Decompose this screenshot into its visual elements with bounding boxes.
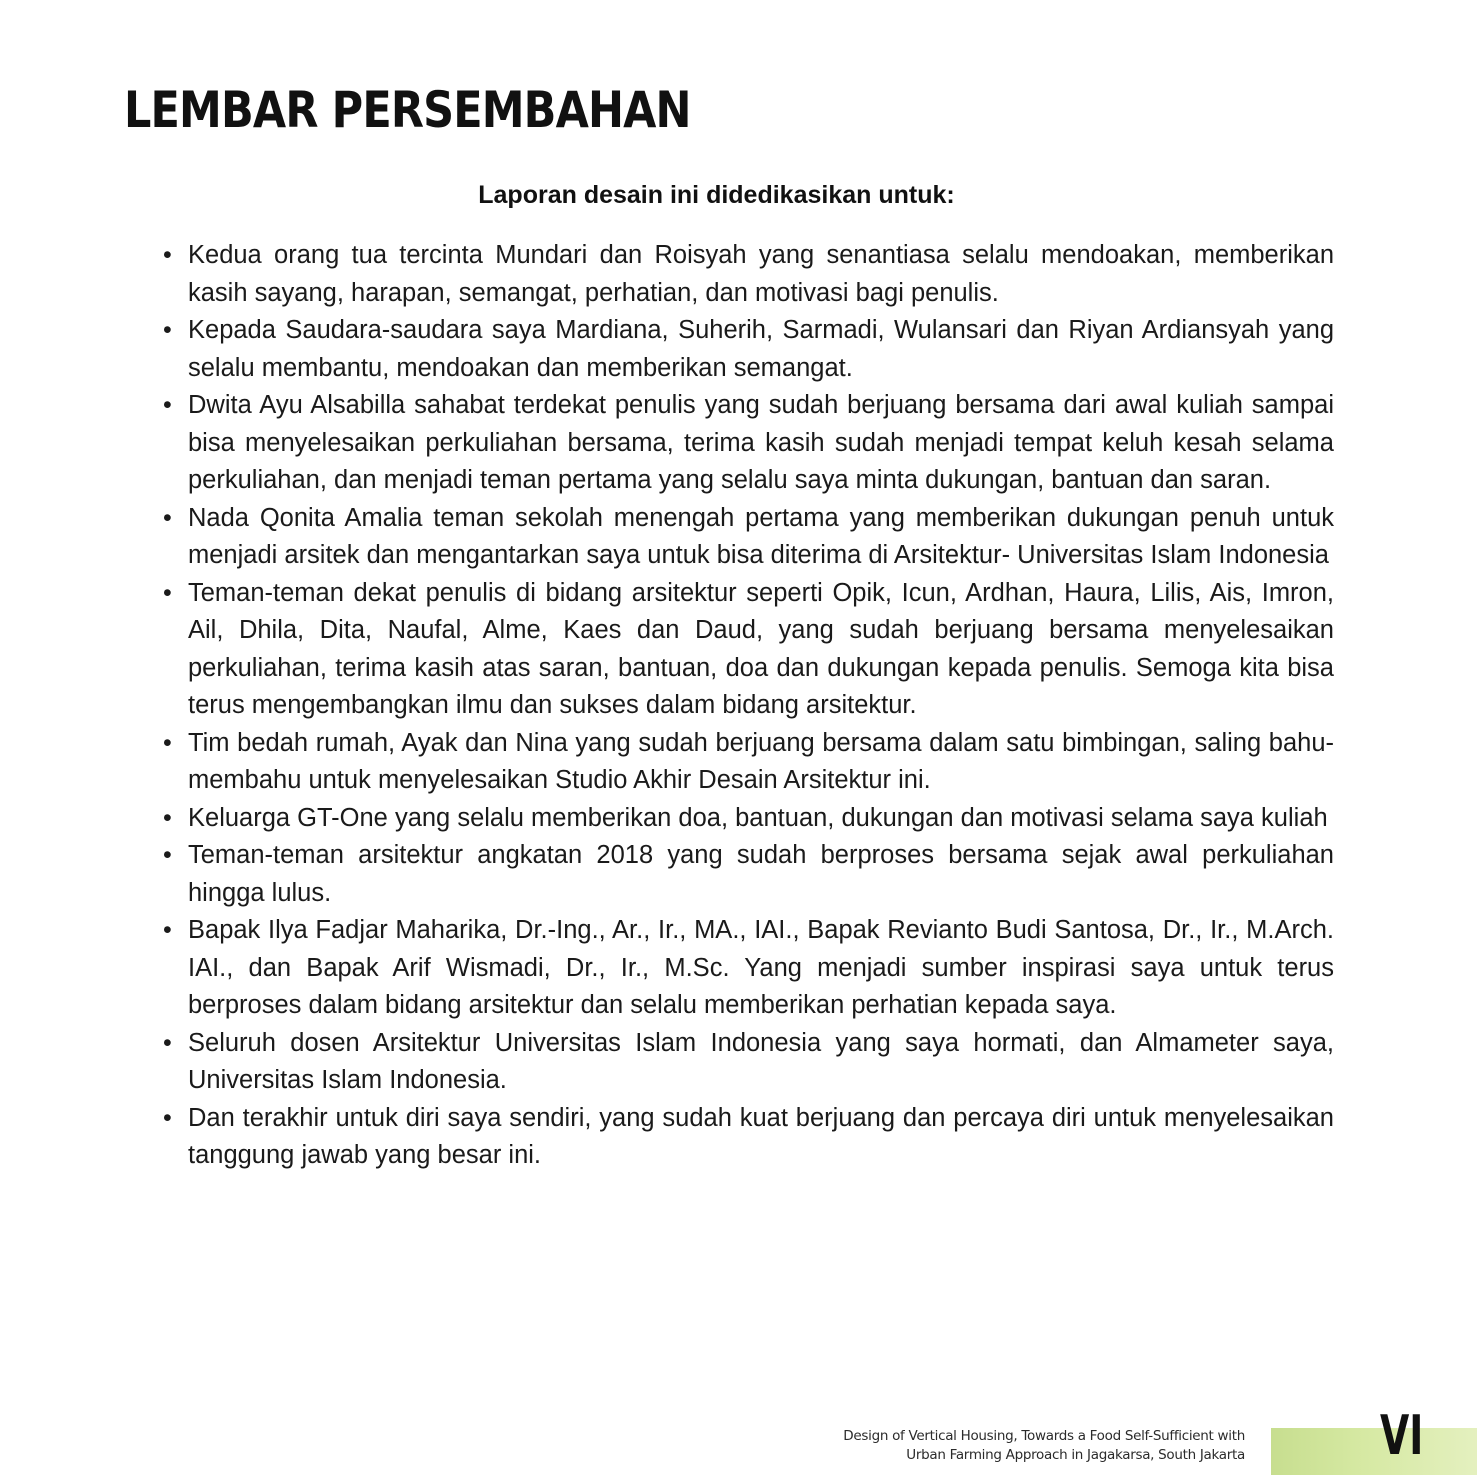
dedication-list <box>163 237 1334 1175</box>
list-item-text: Teman-teman dekat penulis di bidang arsitektur seperti Opik, Icun, Ardhan, Haura, Lilis, Ais, Imron, Ail, Dhila, Dita, Naufal, Alme, Kaes dan Daud, yang sudah berjuang bersama menyelesaikan perkuliahan, terima kasih atas saran, bantuan, doa dan dukungan kepada penulis. Semoga kita bisa terus mengembangkan ilmu dan sukses dalam bidang arsitektur. <box>188 578 1334 719</box>
bullet-icon: • <box>163 916 172 944</box>
bullet-icon: • <box>163 1028 172 1057</box>
list-item-text: Seluruh dosen Arsitektur Universitas Islam Indonesia yang saya hormati, dan Almameter saya, Universitas Islam Indonesia. <box>188 1028 1334 1094</box>
list-item-text: Keluarga GT-One yang selalu memberikan doa, bantuan, dukungan dan motivasi selama saya kuliah <box>188 803 1328 832</box>
list-item-text: Teman-teman arsitektur angkatan 2018 yang sudah berproses bersama sejak awal perkuliahan hingga lulus. <box>188 841 1334 907</box>
bullet-icon: • <box>163 503 172 532</box>
list-item-text: Dan terakhir untuk diri saya sendiri, yang sudah kuat berjuang dan percaya diri untuk menyelesaikan tanggung jawab yang besar ini. <box>188 1103 1334 1169</box>
bullet-icon: • <box>163 578 172 607</box>
list-item <box>163 575 1334 725</box>
bullet-icon: • <box>163 241 172 269</box>
page-title: LEMBAR PERSEMBAHAN <box>124 81 691 139</box>
list-item <box>163 800 1334 838</box>
bullet-icon: • <box>163 728 172 757</box>
footer-caption-line: Urban Farming Approach in Jagakarsa, South Jakarta <box>906 1447 1245 1463</box>
list-item <box>163 312 1334 387</box>
list-item-text: Kepada Saudara-saudara saya Mardiana, Suherih, Sarmadi, Wulansari dan Riyan Ardiansyah yang selalu membantu, mendoakan dan memberikan semangat. <box>188 316 1334 382</box>
bullet-icon: • <box>163 316 172 344</box>
list-item <box>163 387 1334 500</box>
list-item <box>163 1025 1334 1100</box>
list-item-text: Bapak Ilya Fadjar Maharika, Dr.-Ing., Ar., Ir., MA., IAI., Bapak Revianto Budi Santosa, Dr., Ir., M.Arch. IAI., dan Bapak Arif Wismadi, Dr., Ir., M.Sc. Yang menjadi sumber inspirasi saya untuk terus berproses dalam bidang arsitektur dan selalu memberikan perhatian kepada saya. <box>188 916 1334 1019</box>
bullet-icon: • <box>163 391 172 419</box>
page-number-tab <box>1271 1428 1477 1475</box>
bullet-icon: • <box>163 1103 172 1132</box>
list-item <box>163 725 1334 800</box>
page-number: VI <box>1380 1404 1424 1467</box>
list-item-text: Tim bedah rumah, Ayak dan Nina yang sudah berjuang bersama dalam satu bimbingan, saling bahu-membahu untuk menyelesaikan Studio Akhir Desain Arsitektur ini. <box>188 728 1334 794</box>
list-item <box>163 837 1334 912</box>
list-item <box>163 912 1334 1025</box>
list-item-text: Kedua orang tua tercinta Mundari dan Roisyah yang senantiasa selalu mendoakan, memberikan kasih sayang, harapan, semangat, perhatian, dan motivasi bagi penulis. <box>188 241 1334 307</box>
footer-caption <box>843 1427 1245 1465</box>
list-item <box>163 1100 1334 1175</box>
dedication-subtitle: Laporan desain ini didedikasikan untuk: <box>478 181 955 209</box>
bullet-icon: • <box>163 841 172 869</box>
list-item <box>163 237 1334 312</box>
footer-caption-line: Design of Vertical Housing, Towards a Food Self-Sufficient with <box>843 1428 1245 1444</box>
list-item-text: Nada Qonita Amalia teman sekolah menengah pertama yang memberikan dukungan penuh untuk menjadi arsitek dan mengantarkan saya untuk bisa diterima di Arsitektur- Universitas Islam Indonesia <box>188 503 1334 569</box>
bullet-icon: • <box>163 803 172 832</box>
list-item-text: Dwita Ayu Alsabilla sahabat terdekat penulis yang sudah berjuang bersama dari awal kuliah sampai bisa menyelesaikan perkuliahan bersama, terima kasih sudah menjadi tempat keluh kesah selama perkuliahan, dan menjadi teman pertama yang selalu saya minta dukungan, bantuan dan saran. <box>188 391 1334 494</box>
list-item <box>163 500 1334 575</box>
